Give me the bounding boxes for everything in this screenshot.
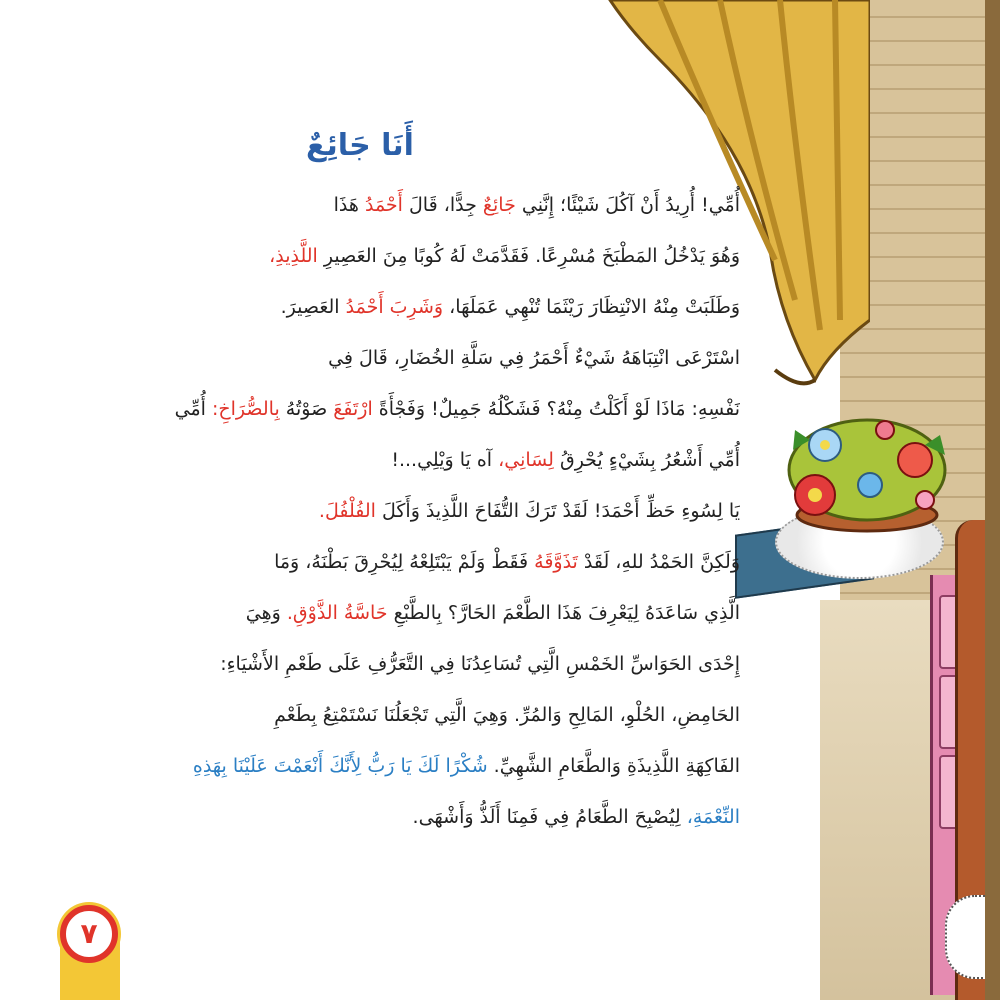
story-text: وَطَلَبَتْ مِنْهُ الانْتِظَارَ رَيْثَمَا تُنْهِي عَمَلَهَا، <box>443 296 740 318</box>
story-text: يَا لِسُوءِ حَظِّ أَحْمَدَ! لَقَدْ تَرَكَ التُّفَاحَ اللَّذِيذَ وَأَكَلَ <box>375 500 740 522</box>
story-line <box>35 384 740 435</box>
story-text: أُمِّي! أُرِيدُ أَنْ آكُلَ شَيْئًا؛ إِنَّنِي <box>515 194 740 216</box>
story-text: الفَاكِهَةِ اللَّذِيذَةِ وَالطَّعَامِ الشَّهِيِّ. <box>487 755 740 777</box>
story-text: اسْتَرْعَى انْتِبَاهَهُ شَيْءٌ أَحْمَرُ فِي سَلَّةِ الخُضَارِ، قَالَ فِي <box>328 347 740 369</box>
story-line <box>35 231 740 282</box>
wall-edge-illustration <box>985 0 1000 1000</box>
highlighted-phrase: شُكْرًا لَكَ يَا رَبُّ لِأَنَّكَ أَنْعَمْتَ عَلَيْنَا بِهَذِهِ <box>192 755 488 777</box>
story-text: العَصِيرَ. <box>280 296 346 318</box>
highlighted-phrase: النِّعْمَةِ، <box>686 806 740 828</box>
story-text: الَّذِي سَاعَدَهُ لِيَعْرِفَ هَذَا الطَّعْمَ الحَارَّ؟ بِالطَّبْعِ <box>387 602 740 624</box>
story-text: صَوْتُهُ <box>279 398 334 420</box>
story-line <box>35 435 740 486</box>
story-line <box>35 741 740 792</box>
story-text: آه يَا وَيْلِي...! <box>391 449 499 471</box>
story-line <box>35 282 740 333</box>
story-line <box>35 333 740 384</box>
story-text: أُمِّي أَشْعُرُ بِشَيْءٍ يُحْرِقُ <box>553 449 740 471</box>
story-line <box>35 588 740 639</box>
highlighted-word: جَائِعٌ <box>482 194 516 216</box>
highlighted-word: الفُلْفُلَ. <box>318 500 376 522</box>
highlighted-word: بِالصُّرَاخِ: <box>211 398 280 420</box>
story-text: وَهِيَ <box>245 602 287 624</box>
story-text: الحَامِضِ، الحُلْوِ، المَالِحِ وَالمُرِّ. وَهِيَ الَّتِي تَجْعَلُنَا نَسْتَمْتِعُ بِطَعْمِ <box>274 704 740 726</box>
story-line <box>35 690 740 741</box>
highlighted-word: تَذَوَّقَهُ <box>534 551 578 573</box>
page-number: ٧ <box>80 917 98 950</box>
highlighted-word: أَحْمَدُ <box>364 194 403 216</box>
story-line <box>35 639 740 690</box>
highlighted-word: ارْتَفَعَ <box>333 398 373 420</box>
highlighted-word: وَشَرِبَ أَحْمَدُ <box>345 296 444 318</box>
story-body <box>35 180 740 843</box>
story-text: وَلَكِنَّ الحَمْدُ للهِ، لَقَدْ <box>577 551 740 573</box>
story-text: لِيُصْبِحَ الطَّعَامُ فِي فَمِنَا أَلَذُّ وَأَشْهَى. <box>412 806 687 828</box>
highlighted-word: لِسَانِي، <box>498 449 554 471</box>
story-text: نَفْسِهِ: مَاذَا لَوْ أَكَلْتُ مِنْهُ؟ فَشَكْلُهُ جَمِيلٌ! وَفَجْأَةً <box>372 398 740 420</box>
flower-basket-illustration <box>775 400 960 535</box>
story-line <box>35 537 740 588</box>
story-text: هَذَا <box>333 194 365 216</box>
story-text: وَهُوَ يَدْخُلُ المَطْبَخَ مُسْرِعًا. فَقَدَّمَتْ لَهُ كُوبًا مِنَ العَصِيرِ <box>317 245 740 267</box>
story-text: فَقَطْ وَلَمْ يَبْتَلِعْهُ لِيُحْرِقَ بَطْنَهُ، وَمَا <box>274 551 535 573</box>
story-line <box>35 792 740 843</box>
highlighted-word: اللَّذِيذِ، <box>269 245 318 267</box>
story-text: إِحْدَى الحَوَاسِّ الخَمْسِ الَّتِي تُسَاعِدُنَا فِي التَّعَرُّفِ عَلَى طَعْمِ الأَشْيَاءِ: <box>220 653 740 675</box>
story-line <box>35 180 740 231</box>
story-text: أُمِّي <box>174 398 212 420</box>
story-text: جِدًّا، قَالَ <box>402 194 483 216</box>
highlighted-word: حَاسَّةُ الذَّوْقِ. <box>286 602 388 624</box>
page-number-badge <box>60 905 118 963</box>
story-line <box>35 486 740 537</box>
story-title: أَنَا جَائِعٌ <box>306 128 414 163</box>
